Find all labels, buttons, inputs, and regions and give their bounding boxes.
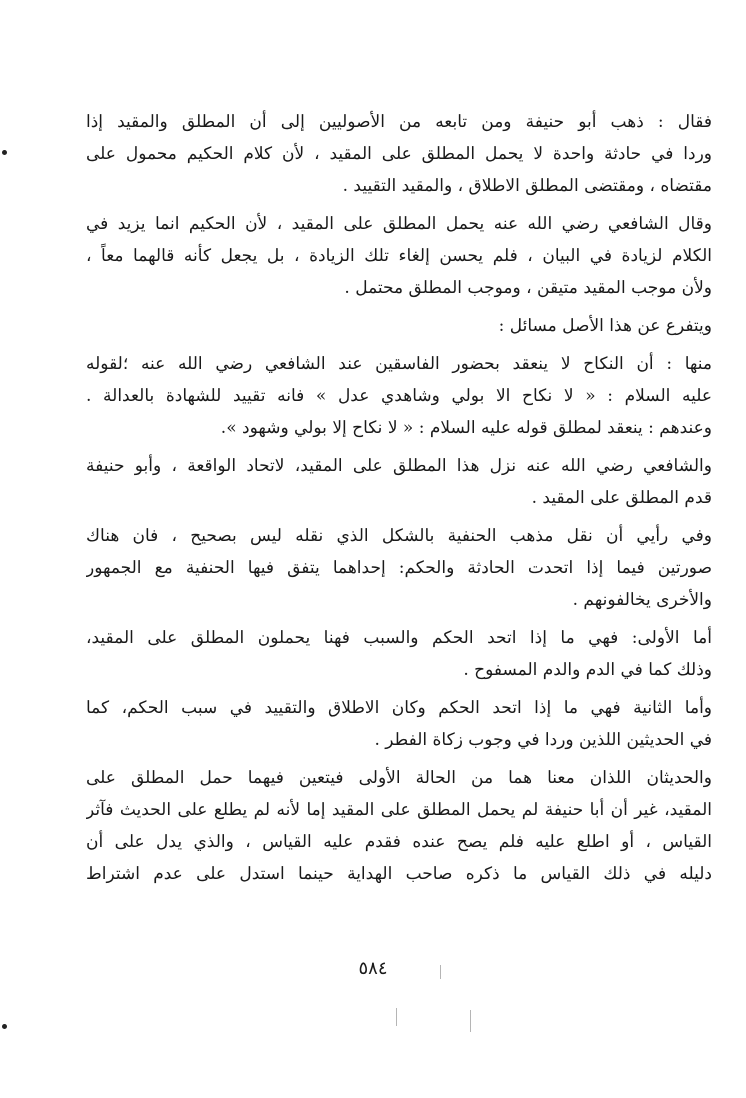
text-line: ولأن موجب المقيد متيقن ، وموجب المطلق محتمل . (344, 278, 712, 298)
text-line: القياس ، أو اطلع عليه فلم يصح عنده فقدم عليه القياس ، والذي يدل على أن (86, 832, 712, 852)
paragraph-7 (86, 622, 712, 686)
scan-scratch (440, 965, 441, 979)
scan-scratch (470, 1010, 471, 1032)
text-line: والشافعي رضي الله عنه نزل هذا المطلق على المقيد، لاتحاد الواقعة ، وأبو حنيفة (86, 456, 712, 476)
text-line: وردا في حادثة واحدة لا يحمل المطلق على المقيد ، لأن كلام الحكيم محمول على (86, 144, 712, 164)
paragraph-4 (86, 348, 712, 444)
text-line: مقتضاه ، ومقتضى المطلق الاطلاق ، والمقيد التقييد . (342, 176, 712, 196)
scan-scratch (396, 1008, 397, 1026)
paragraph-5 (86, 450, 712, 514)
text-line: وذلك كما في الدم والدم المسفوح . (463, 660, 712, 680)
paragraph-2 (86, 208, 712, 304)
scan-speck (2, 150, 7, 155)
text-line: والحديثان اللذان معنا هما من الحالة الأولى فيتعين فيهما حمل المطلق على (86, 768, 712, 788)
text-line: وفي رأيي أن نقل مذهب الحنفية بالشكل الذي نقله ليس بصحيح ، فان هناك (86, 526, 712, 546)
text-line: فقال : ذهب أبو حنيفة ومن تابعه من الأصوليين إلى أن المطلق والمقيد إذا (86, 112, 712, 132)
text-line: المقيد، غير أن أبا حنيفة لم يحمل المطلق على المقيد إما لأنه لم يطلع على الحديث فآثر (86, 800, 712, 820)
text-line: وأما الثانية فهي ما إذا اتحد الحكم وكان الاطلاق والتقييد في سبب الحكم، كما (86, 698, 712, 718)
page-number: ٥٨٤ (358, 958, 388, 979)
paragraph-9 (86, 762, 712, 890)
text-line: عليه السلام : « لا نكاح الا بولي وشاهدي عدل » فانه تقييد للشهادة بالعدالة . (86, 386, 712, 406)
page-body (86, 106, 712, 890)
paragraph-8 (86, 692, 712, 756)
text-line: منها : أن النكاح لا ينعقد بحضور الفاسقين عند الشافعي رضي الله عنه ؛لقوله (86, 354, 712, 374)
paragraph-6 (86, 520, 712, 616)
text-line: دليله في ذلك القياس ما ذكره صاحب الهداية حينما استدل على عدم اشتراط (86, 864, 712, 884)
text-line: في الحديثين اللذين وردا في وجوب زكاة الفطر . (374, 730, 712, 750)
text-line: قدم المطلق على المقيد . (531, 488, 712, 508)
text-line: الكلام لزيادة في البيان ، فلم يحسن إلغاء تلك الزيادة ، بل يجعل كأنه قالهما معاً ، (86, 246, 712, 266)
scan-speck (2, 1024, 7, 1029)
paragraph-1 (86, 106, 712, 202)
text-line: أما الأولى: فهي ما إذا اتحد الحكم والسبب فهنا يحملون المطلق على المقيد، (86, 628, 712, 648)
text-line: صورتين فيما إذا اتحدت الحادثة والحكم: إحداهما يتفق فيها الحنفية مع الجمهور (86, 558, 712, 578)
text-line: ويتفرع عن هذا الأصل مسائل : (498, 316, 712, 336)
paragraph-3 (86, 310, 712, 342)
text-line: وقال الشافعي رضي الله عنه يحمل المطلق على المقيد ، لأن الحكيم انما يزيد في (86, 214, 712, 234)
text-line: وعندهم : ينعقد لمطلق قوله عليه السلام : « لا نكاح إلا بولي وشهود ». (220, 418, 712, 438)
text-line: والأخرى يخالفونهم . (572, 590, 712, 610)
